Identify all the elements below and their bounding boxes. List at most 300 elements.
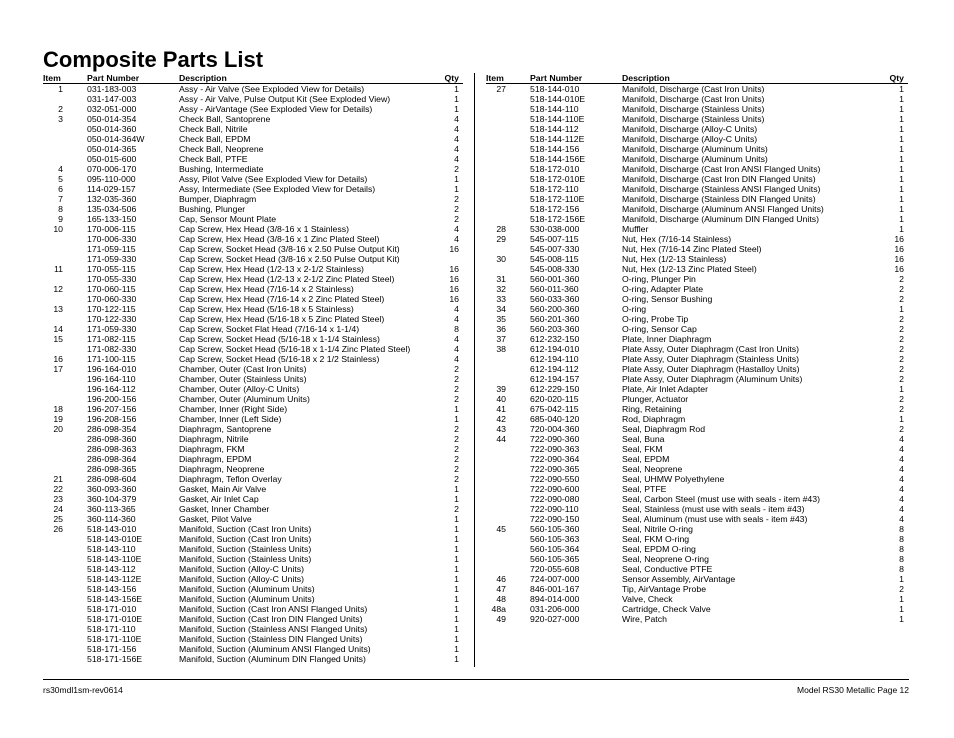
row-qty: 2 — [454, 444, 459, 454]
row-qty: 2 — [899, 354, 904, 364]
row-item: 45 — [496, 524, 506, 534]
table-row — [43, 154, 463, 164]
row-description: Plate Assy, Outer Diaphragm (Stainless Units) — [622, 354, 800, 364]
row-qty: 1 — [899, 304, 904, 314]
row-description: Cap Screw, Hex Head (5/16-18 x 5 Stainless) — [179, 304, 354, 314]
table-row — [486, 84, 908, 94]
row-part-number: 170-122-115 — [87, 304, 136, 314]
row-part-number: 070-006-170 — [87, 164, 137, 174]
table-row — [486, 264, 908, 274]
row-part-number: 560-105-360 — [530, 524, 580, 534]
row-description: Sensor Assembly, AirVantage — [622, 574, 736, 584]
row-description: Manifold, Suction (Aluminum Units) — [179, 584, 315, 594]
row-part-number: 518-172-110E — [530, 194, 585, 204]
row-part-number: 518-172-110 — [530, 184, 579, 194]
row-part-number: 518-144-010 — [530, 84, 580, 94]
footer-rule — [43, 679, 909, 680]
row-part-number: 518-171-010E — [87, 614, 143, 624]
row-part-number: 170-006-330 — [87, 234, 137, 244]
table-row — [43, 454, 463, 464]
row-description: Manifold, Suction (Stainless ANSI Flanged Units) — [179, 624, 368, 634]
row-description: Chamber, Inner (Left Side) — [179, 414, 282, 424]
row-description: Manifold, Discharge (Aluminum Units) — [622, 144, 768, 154]
row-part-number: 050-014-365 — [87, 144, 137, 154]
row-description: O-ring, Adapter Plate — [622, 284, 704, 294]
row-qty: 8 — [899, 554, 904, 564]
table-row — [486, 374, 908, 384]
row-description: Chamber, Outer (Alloy-C Units) — [179, 384, 300, 394]
row-item: 20 — [53, 424, 63, 434]
row-qty: 1 — [454, 544, 459, 554]
footer-page-label: Model RS30 Metallic Page 12 — [797, 685, 909, 695]
row-part-number: 720-055-608 — [530, 564, 580, 574]
table-row — [486, 394, 908, 404]
row-part-number: 560-001-360 — [530, 274, 580, 284]
row-item: 19 — [53, 414, 63, 424]
row-qty: 1 — [899, 104, 904, 114]
table-row — [486, 484, 908, 494]
row-qty: 4 — [899, 484, 904, 494]
header-description: Description — [622, 73, 670, 83]
row-qty: 16 — [894, 264, 904, 274]
row-part-number: 722-090-360 — [530, 434, 580, 444]
table-body-right — [486, 84, 908, 624]
table-row — [43, 314, 463, 324]
row-qty: 2 — [454, 214, 459, 224]
row-qty: 1 — [899, 574, 904, 584]
row-qty: 4 — [899, 444, 904, 454]
row-description: Assy, Intermediate (See Exploded View for Details) — [179, 184, 376, 194]
row-part-number: 360-114-360 — [87, 514, 136, 524]
row-qty: 2 — [454, 194, 459, 204]
row-description: Manifold, Suction (Cast Iron DIN Flanged Units) — [179, 614, 363, 624]
row-part-number: 612-194-010 — [530, 344, 580, 354]
row-qty: 1 — [454, 184, 459, 194]
row-description: Cap Screw, Hex Head (7/16-14 x 2 Stainless) — [179, 284, 354, 294]
row-description: Plate Assy, Outer Diaphragm (Hastalloy Units) — [622, 364, 800, 374]
row-description: Diaphragm, Nitrile — [179, 434, 249, 444]
row-part-number: 518-144-110E — [530, 114, 585, 124]
row-part-number: 518-171-156E — [87, 654, 143, 664]
row-description: Nut, Hex (1/2-13 Stainless) — [622, 254, 727, 264]
row-qty: 8 — [454, 324, 459, 334]
table-row — [43, 644, 463, 654]
row-part-number: 171-059-115 — [87, 244, 136, 254]
row-item: 43 — [496, 424, 506, 434]
table-row — [43, 214, 463, 224]
row-part-number: 518-172-010 — [530, 164, 580, 174]
row-part-number: 196-164-010 — [87, 364, 137, 374]
row-description: Seal, FKM O-ring — [622, 534, 690, 544]
row-item: 14 — [53, 324, 63, 334]
row-description: Seal, Buna — [622, 434, 665, 444]
row-part-number: 518-172-156 — [530, 204, 580, 214]
row-qty: 1 — [454, 554, 459, 564]
row-item: 3 — [58, 114, 63, 124]
table-row — [43, 244, 463, 254]
table-row — [486, 424, 908, 434]
table-row — [43, 164, 463, 174]
row-description: Seal, Neoprene — [622, 464, 683, 474]
row-description: Cap Screw, Socket Head (5/16-18 x 1-1/4 Zinc Plated Steel) — [179, 344, 411, 354]
row-part-number: 518-171-156 — [87, 644, 137, 654]
table-row — [43, 604, 463, 614]
row-part-number: 722-090-110 — [530, 504, 579, 514]
page-title: Composite Parts List — [43, 47, 264, 72]
header-item: Item — [486, 73, 504, 83]
row-qty: 1 — [454, 614, 459, 624]
footer-doc-id: rs30mdl1sm-rev0614 — [43, 685, 123, 695]
row-description: Bumper, Diaphragm — [179, 194, 257, 204]
row-qty: 1 — [454, 84, 459, 94]
row-item: 15 — [53, 334, 63, 344]
row-part-number: 675-042-115 — [530, 404, 579, 414]
table-row — [43, 474, 463, 484]
header-part-number: Part Number — [530, 73, 583, 83]
row-description: Cap Screw, Socket Head (3/8-16 x 2.50 Pulse Output Kit) — [179, 254, 400, 264]
table-row — [43, 524, 463, 534]
table-row — [486, 314, 908, 324]
row-item: 31 — [496, 274, 506, 284]
row-part-number: 170-055-115 — [87, 264, 136, 274]
row-description: Cap Screw, Hex Head (3/8-16 x 1 Zinc Plated Steel) — [179, 234, 380, 244]
row-description: Plate Assy, Outer Diaphragm (Aluminum Units) — [622, 374, 803, 384]
table-row — [486, 404, 908, 414]
row-part-number: 196-200-156 — [87, 394, 137, 404]
row-description: Manifold, Suction (Cast Iron Units) — [179, 534, 312, 544]
row-description: Seal, PTFE — [622, 484, 667, 494]
row-qty: 4 — [454, 354, 459, 364]
row-part-number: 171-082-115 — [87, 334, 136, 344]
row-qty: 1 — [454, 524, 459, 534]
row-part-number: 518-144-010E — [530, 94, 586, 104]
table-row — [486, 114, 908, 124]
table-row — [486, 574, 908, 584]
row-qty: 8 — [899, 564, 904, 574]
row-part-number: 171-100-115 — [87, 354, 136, 364]
row-part-number: 031-206-000 — [530, 604, 580, 614]
row-qty: 1 — [454, 624, 459, 634]
table-row — [43, 424, 463, 434]
row-description: O-ring — [622, 304, 647, 314]
row-qty: 1 — [454, 94, 459, 104]
row-part-number: 518-144-156 — [530, 144, 580, 154]
row-description: Check Ball, Santoprene — [179, 114, 271, 124]
row-qty: 2 — [899, 324, 904, 334]
row-part-number: 196-164-110 — [87, 374, 136, 384]
row-description: Bushing, Plunger — [179, 204, 246, 214]
row-description: Check Ball, Neoprene — [179, 144, 264, 154]
row-qty: 1 — [899, 94, 904, 104]
table-row — [43, 484, 463, 494]
row-description: Manifold, Discharge (Alloy-C Units) — [622, 134, 758, 144]
table-row — [486, 514, 908, 524]
row-item: 2 — [58, 104, 63, 114]
table-row — [43, 394, 463, 404]
row-part-number: 560-201-360 — [530, 314, 580, 324]
row-part-number: 612-229-150 — [530, 384, 580, 394]
row-item: 35 — [496, 314, 506, 324]
row-description: Diaphragm, FKM — [179, 444, 245, 454]
table-row — [486, 224, 908, 234]
row-part-number: 518-171-010 — [87, 604, 137, 614]
row-description: Plate, Inner Diaphragm — [622, 334, 712, 344]
row-item: 34 — [496, 304, 506, 314]
table-row — [43, 464, 463, 474]
row-qty: 4 — [454, 224, 459, 234]
row-qty: 1 — [454, 494, 459, 504]
table-row — [43, 194, 463, 204]
table-row — [43, 624, 463, 634]
table-row — [486, 324, 908, 334]
row-item: 46 — [496, 574, 506, 584]
row-description: Seal, Aluminum (must use with seals - item #43) — [622, 514, 808, 524]
row-part-number: 560-011-360 — [530, 284, 579, 294]
row-qty: 1 — [454, 644, 459, 654]
row-qty: 2 — [454, 464, 459, 474]
row-description: O-ring, Plunger Pin — [622, 274, 696, 284]
row-part-number: 518-171-110 — [87, 624, 136, 634]
table-row — [43, 264, 463, 274]
row-description: Seal, UHMW Polyethylene — [622, 474, 725, 484]
table-row — [43, 234, 463, 244]
row-item: 44 — [496, 434, 506, 444]
table-row — [43, 354, 463, 364]
row-description: Seal, FKM — [622, 444, 663, 454]
row-part-number: 545-007-115 — [530, 234, 579, 244]
row-description: Assy, Pilot Valve (See Exploded View for Details) — [179, 174, 368, 184]
row-qty: 2 — [899, 294, 904, 304]
row-part-number: 612-232-150 — [530, 334, 580, 344]
row-part-number: 135-034-506 — [87, 204, 137, 214]
table-row — [43, 134, 463, 144]
table-row — [486, 544, 908, 554]
row-qty: 16 — [449, 244, 459, 254]
row-part-number: 170-055-330 — [87, 274, 137, 284]
row-qty: 1 — [454, 534, 459, 544]
row-description: Manifold, Discharge (Aluminum Units) — [622, 154, 768, 164]
table-row — [486, 344, 908, 354]
column-divider — [474, 73, 475, 667]
row-part-number: 518-143-156E — [87, 594, 143, 604]
row-part-number: 360-113-365 — [87, 504, 136, 514]
row-qty: 1 — [899, 164, 904, 174]
row-qty: 2 — [454, 394, 459, 404]
row-description: Manifold, Suction (Aluminum ANSI Flanged Units) — [179, 644, 371, 654]
row-qty: 16 — [894, 244, 904, 254]
row-qty: 1 — [899, 144, 904, 154]
row-qty: 4 — [454, 234, 459, 244]
row-part-number: 720-004-360 — [530, 424, 580, 434]
row-qty: 2 — [899, 374, 904, 384]
table-row — [486, 494, 908, 504]
row-part-number: 722-090-365 — [530, 464, 580, 474]
row-part-number: 560-203-360 — [530, 324, 580, 334]
row-qty: 2 — [899, 364, 904, 374]
table-row — [486, 534, 908, 544]
row-item: 26 — [53, 524, 63, 534]
table-row — [43, 364, 463, 374]
row-item: 10 — [53, 224, 63, 234]
row-description: Manifold, Suction (Cast Iron ANSI Flanged Units) — [179, 604, 368, 614]
row-description: Manifold, Discharge (Stainless DIN Flanged Units) — [622, 194, 816, 204]
row-qty: 4 — [454, 304, 459, 314]
row-description: Manifold, Discharge (Cast Iron Units) — [622, 84, 765, 94]
row-part-number: 360-104-379 — [87, 494, 137, 504]
row-part-number: 196-164-112 — [87, 384, 136, 394]
row-description: Tip, AirVantage Probe — [622, 584, 707, 594]
row-part-number: 171-059-330 — [87, 254, 137, 264]
row-part-number: 560-200-360 — [530, 304, 580, 314]
table-row — [43, 444, 463, 454]
row-item: 9 — [58, 214, 63, 224]
parts-table-left — [43, 73, 463, 664]
table-row — [486, 294, 908, 304]
table-row — [43, 384, 463, 394]
row-part-number: 685-040-120 — [530, 414, 580, 424]
row-item: 13 — [53, 304, 63, 314]
row-description: Cap Screw, Hex Head (7/16-14 x 2 Zinc Plated Steel) — [179, 294, 385, 304]
row-part-number: 530-038-000 — [530, 224, 580, 234]
row-qty: 4 — [899, 434, 904, 444]
row-item: 23 — [53, 494, 63, 504]
row-part-number: 518-144-112E — [530, 134, 585, 144]
table-row — [43, 544, 463, 554]
header-part-number: Part Number — [87, 73, 140, 83]
row-qty: 1 — [899, 194, 904, 204]
row-part-number: 518-144-156E — [530, 154, 586, 164]
row-part-number: 846-001-167 — [530, 584, 580, 594]
row-part-number: 286-098-604 — [87, 474, 137, 484]
row-part-number: 050-014-360 — [87, 124, 137, 134]
table-row — [43, 174, 463, 184]
row-description: Cap Screw, Hex Head (1/2-13 x 2-1/2 Zinc Plated Steel) — [179, 274, 395, 284]
row-item: 7 — [58, 194, 63, 204]
row-item: 8 — [58, 204, 63, 214]
table-row — [486, 244, 908, 254]
row-item: 25 — [53, 514, 63, 524]
row-description: Cap Screw, Hex Head (1/2-13 x 2-1/2 Stainless) — [179, 264, 364, 274]
table-row — [43, 574, 463, 584]
row-qty: 2 — [454, 164, 459, 174]
row-qty: 2 — [454, 384, 459, 394]
row-part-number: 722-090-150 — [530, 514, 580, 524]
row-qty: 8 — [899, 524, 904, 534]
row-description: Manifold, Suction (Aluminum Units) — [179, 594, 315, 604]
row-qty: 2 — [899, 584, 904, 594]
row-description: Cartridge, Check Valve — [622, 604, 711, 614]
row-item: 11 — [53, 264, 63, 274]
table-row — [486, 204, 908, 214]
row-description: Seal, Neoprene O-ring — [622, 554, 709, 564]
table-row — [486, 384, 908, 394]
table-row — [43, 184, 463, 194]
row-description: Seal, Nitrile O-ring — [622, 524, 693, 534]
table-row — [486, 464, 908, 474]
row-part-number: 612-194-112 — [530, 364, 579, 374]
header-qty: Qty — [444, 73, 459, 83]
row-part-number: 196-208-156 — [87, 414, 137, 424]
row-part-number: 518-172-010E — [530, 174, 586, 184]
row-description: Assy - Air Valve, Pulse Output Kit (See Exploded View) — [179, 94, 391, 104]
row-part-number: 518-144-112 — [530, 124, 579, 134]
row-qty: 1 — [899, 214, 904, 224]
row-part-number: 518-144-110 — [530, 104, 579, 114]
table-row — [486, 364, 908, 374]
row-qty: 4 — [454, 114, 459, 124]
row-description: Check Ball, PTFE — [179, 154, 248, 164]
table-row — [486, 474, 908, 484]
row-qty: 1 — [899, 154, 904, 164]
row-description: Diaphragm, Santoprene — [179, 424, 272, 434]
header-qty: Qty — [889, 73, 904, 83]
row-part-number: 722-090-364 — [530, 454, 580, 464]
row-description: Cap Screw, Hex Head (5/16-18 x 5 Zinc Plated Steel) — [179, 314, 385, 324]
row-item: 41 — [496, 404, 506, 414]
row-qty: 2 — [899, 314, 904, 324]
row-description: Manifold, Suction (Aluminum DIN Flanged Units) — [179, 654, 366, 664]
row-qty: 1 — [454, 514, 459, 524]
row-part-number: 545-008-115 — [530, 254, 579, 264]
row-part-number: 095-110-000 — [87, 174, 136, 184]
row-part-number: 518-143-010 — [87, 524, 137, 534]
table-row — [486, 434, 908, 444]
row-description: Valve, Check — [622, 594, 673, 604]
row-qty: 2 — [899, 334, 904, 344]
row-description: Check Ball, EPDM — [179, 134, 251, 144]
row-qty: 2 — [899, 284, 904, 294]
row-qty: 1 — [454, 574, 459, 584]
table-row — [43, 324, 463, 334]
table-row — [43, 614, 463, 624]
row-qty: 1 — [454, 404, 459, 414]
row-qty: 1 — [899, 114, 904, 124]
row-qty: 4 — [899, 474, 904, 484]
table-row — [486, 454, 908, 464]
row-description: Manifold, Discharge (Aluminum ANSI Flanged Units) — [622, 204, 824, 214]
row-part-number: 031-183-003 — [87, 84, 137, 94]
row-part-number: 032-051-000 — [87, 104, 137, 114]
row-qty: 1 — [454, 104, 459, 114]
table-row — [486, 504, 908, 514]
row-qty: 16 — [449, 284, 459, 294]
row-qty: 1 — [899, 384, 904, 394]
table-row — [486, 174, 908, 184]
row-part-number: 894-014-000 — [530, 594, 580, 604]
parts-table-right — [486, 73, 908, 624]
row-qty: 1 — [899, 224, 904, 234]
row-description: Manifold, Suction (Alloy-C Units) — [179, 564, 305, 574]
row-item: 16 — [53, 354, 63, 364]
row-part-number: 050-015-600 — [87, 154, 137, 164]
row-part-number: 196-207-156 — [87, 404, 137, 414]
table-row — [43, 284, 463, 294]
table-row — [43, 344, 463, 354]
row-part-number: 518-143-112E — [87, 574, 142, 584]
row-description: Cap Screw, Hex Head (3/8-16 x 1 Stainless) — [179, 224, 349, 234]
row-part-number: 171-082-330 — [87, 344, 137, 354]
row-description: Gasket, Pilot Valve — [179, 514, 252, 524]
row-part-number: 170-060-330 — [87, 294, 137, 304]
table-row — [43, 584, 463, 594]
row-description: Chamber, Outer (Cast Iron Units) — [179, 364, 307, 374]
row-qty: 1 — [899, 604, 904, 614]
table-row — [43, 534, 463, 544]
row-qty: 4 — [899, 494, 904, 504]
row-qty: 1 — [899, 614, 904, 624]
row-item: 29 — [496, 234, 506, 244]
row-part-number: 050-014-364W — [87, 134, 145, 144]
